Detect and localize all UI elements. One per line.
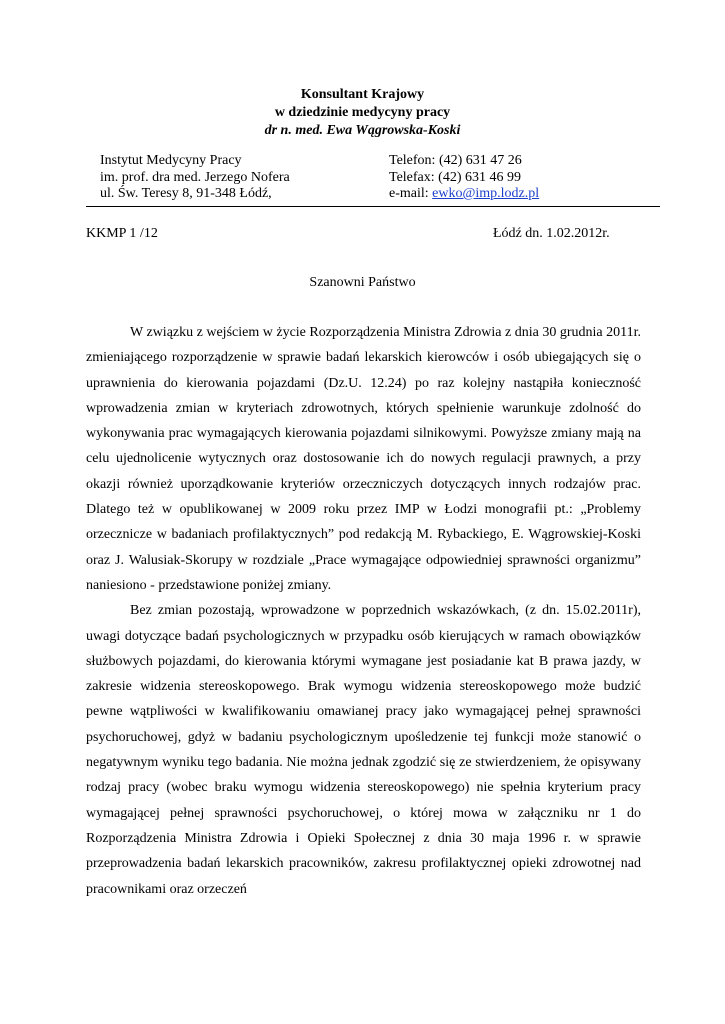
- institute-address: [100, 153, 290, 203]
- phone-number: Telefon: (42) 631 47 26: [389, 153, 522, 168]
- paragraph-1: W związku z wejściem w życie Rozporządzenia Ministra Zdrowia z dnia 30 grudnia 2011r. zmieniającego rozporządzenie w sprawie badań lekarskich kierowców i osób ubiegających się o uprawnienia do kierowania pojazdami (Dz.U. 12.24) po raz kolejny nastąpiła konieczność wprowadzenia zmian w kryteriach zdrowotnych, których spełnienie warunkuje zdolność do wykonywania prac wymagających kierowania pojazdami silnikowymi. Powyższe zmiany mają na celu ujednolicenie wytycznych oraz dostosowanie ich do nowych regulacji prawnych, a przy okazji również uporządkowanie kryteriów orzeczniczych dotyczących innych rodzajów prac. Dlatego też w opublikowanej w 2009 roku przez IMP w Łodzi monografii pt.: „Problemy orzecznicze w badaniach profilaktycznych” pod redakcją M. Rybackiego, E. Wągrowskiej-Koski oraz J. Walusiak-Skorupy w rozdziale „Prace wymagające odpowiedniej sprawności organizmu” naniesiono - przedstawione poniżej zmiany.: [86, 325, 641, 593]
- title-line-3-author: dr n. med. Ewa Wągrowska-Koski: [264, 123, 461, 138]
- email-link[interactable]: ewko@imp.lodz.pl: [432, 186, 540, 201]
- institute-street: ul. Św. Teresy 8, 91-348 Łódź,: [100, 186, 272, 201]
- title-line-1: Konsultant Krajowy: [300, 87, 425, 102]
- institute-patron: im. prof. dra med. Jerzego Nofera: [100, 169, 290, 185]
- fax-number: Telefax: (42) 631 46 99: [389, 169, 521, 185]
- email-row: [389, 186, 539, 203]
- contact-details: [389, 153, 539, 203]
- salutation: Szanowni Państwo: [309, 275, 416, 290]
- institute-name: Instytut Medycyny Pracy: [100, 153, 242, 168]
- header-divider: [86, 206, 660, 207]
- letter-body: [86, 320, 641, 902]
- letter-date: Łódź dn. 1.02.2012r.: [493, 226, 610, 241]
- title-line-2: w dziedzinie medycyny pracy: [274, 105, 451, 120]
- letterhead-title: [0, 86, 725, 140]
- email-label: e-mail:: [389, 186, 433, 201]
- paragraph-2: Bez zmian pozostają, wprowadzone w poprzednich wskazówkach, (z dn. 15.02.2011r), uwagi dotyczące badań psychologicznych w przypadku osób kierujących w ramach obowiązków służbowych pojazdami, do kierowania którymi wymagane jest posiadanie kat B prawa jazdy, w zakresie widzenia stereoskopowego. Brak wymogu widzenia stereoskopowego może budzić pewne wątpliwości w kwalifikowaniu omawianej pracy jako wymagającej pełnej sprawności psychoruchowej, gdyż w badaniu psychologicznym upośledzenie tej funkcji może stanowić o negatywnym wyniku tego badania. Nie można jednak zgodzić się ze stwierdzeniem, że opisywany rodzaj pracy (wobec braku wymogu widzenia stereoskopowego) nie spełnia kryterium pracy wymagającej pełnej sprawności psychoruchowej, o której mowa w załączniku nr 1 do Rozporządzenia Ministra Zdrowia i Opieki Społecznej z dnia 30 maja 1996 r. w sprawie przeprowadzenia badań lekarskich pracowników, zakresu profilaktycznej opieki zdrowotnej nad pracownikami oraz orzeczeń: [86, 603, 641, 897]
- reference-number: KKMP 1 /12: [86, 226, 158, 241]
